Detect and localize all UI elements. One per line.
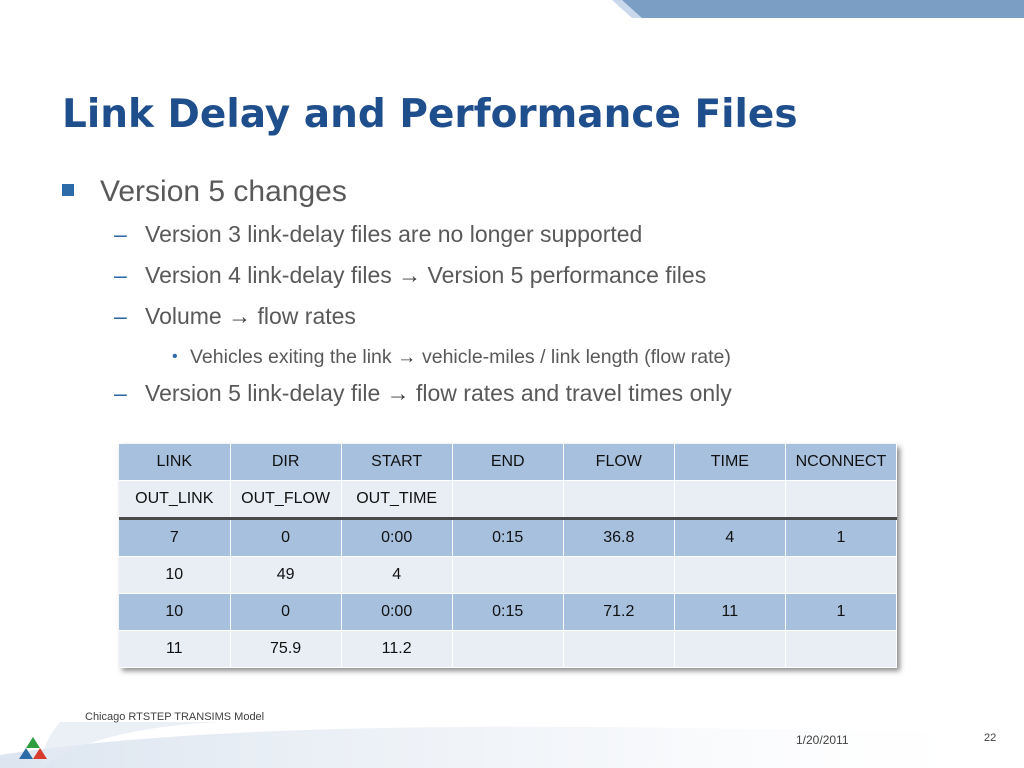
table-cell: [674, 631, 785, 668]
table-cell: [674, 481, 785, 519]
table-row: [119, 481, 897, 519]
table-cell: 75.9: [230, 631, 341, 668]
footer-org: Chicago RTSTEP TRANSIMS Model: [85, 711, 265, 723]
table-cell: 36.8: [563, 519, 674, 557]
footer-date: 1/20/2011: [796, 733, 849, 747]
table-cell: 0:15: [452, 519, 563, 557]
arrow-right-icon: →: [386, 380, 410, 406]
table-cell: 4: [341, 557, 452, 594]
dot-bullet-icon: •: [172, 348, 178, 365]
table-cell: START: [341, 444, 452, 481]
table-cell: 71.2: [563, 594, 674, 631]
table-cell: FLOW: [563, 444, 674, 481]
arrow-right-icon: →: [228, 303, 252, 329]
data-table: [119, 444, 897, 668]
table-cell: 11: [674, 594, 785, 631]
bullet-sub-4: – Version 5 link-delay file → flow rates and travel times only: [62, 375, 982, 416]
table-cell: [452, 481, 563, 519]
table-cell: [452, 631, 563, 668]
bullet-main: Version 5 changes: [62, 172, 982, 216]
dash-icon: –: [114, 262, 127, 288]
performance-file-table: [119, 444, 897, 668]
table-cell: 10: [119, 557, 230, 594]
table-cell: 10: [119, 594, 230, 631]
table-cell: 0:00: [341, 519, 452, 557]
table-cell: [452, 557, 563, 594]
dash-icon: –: [114, 380, 127, 406]
table-cell: LINK: [119, 444, 230, 481]
table-cell: 0:15: [452, 594, 563, 631]
table-cell: OUT_LINK: [119, 481, 230, 519]
table-row: [119, 594, 897, 631]
footer-page-number: 22: [984, 732, 997, 744]
bullet-sub-3: – Volume → flow rates: [62, 298, 982, 339]
table-cell: OUT_FLOW: [230, 481, 341, 519]
square-bullet-icon: [62, 184, 74, 196]
dash-icon: –: [114, 303, 127, 329]
table-cell: 0: [230, 519, 341, 557]
table-cell: 7: [119, 519, 230, 557]
table-row: [119, 444, 897, 481]
table-row: [119, 557, 897, 594]
table-cell: [674, 557, 785, 594]
header-band: [0, 0, 1024, 20]
table-row: [119, 519, 897, 557]
table-cell: OUT_TIME: [341, 481, 452, 519]
table-cell: 11: [119, 631, 230, 668]
argonne-logo-icon: [18, 736, 48, 760]
table-cell: [785, 557, 896, 594]
table-cell: [563, 481, 674, 519]
bullet-sub-2: – Version 4 link-delay files → Version 5 performance files: [62, 257, 982, 298]
table-cell: [785, 481, 896, 519]
table-cell: 11.2: [341, 631, 452, 668]
table-cell: DIR: [230, 444, 341, 481]
table-cell: 4: [674, 519, 785, 557]
table-cell: [785, 631, 896, 668]
table-cell: 1: [785, 594, 896, 631]
table-cell: 1: [785, 519, 896, 557]
dash-icon: –: [114, 221, 127, 247]
arrow-right-icon: →: [397, 346, 417, 368]
table-cell: TIME: [674, 444, 785, 481]
table-row: [119, 631, 897, 668]
table-cell: 49: [230, 557, 341, 594]
table-cell: [563, 631, 674, 668]
bullet-subsub-1: • Vehicles exiting the link → vehicle-miles / link length (flow rate): [62, 339, 982, 375]
table-cell: 0:00: [341, 594, 452, 631]
bullet-list: [62, 172, 982, 416]
table-cell: 0: [230, 594, 341, 631]
table-cell: [563, 557, 674, 594]
arrow-right-icon: →: [398, 262, 422, 288]
bullet-sub-1: – Version 3 link-delay files are no longer supported: [62, 216, 982, 257]
table-cell: END: [452, 444, 563, 481]
table-cell: NCONNECT: [785, 444, 896, 481]
page-title: Link Delay and Performance Files: [62, 92, 798, 137]
